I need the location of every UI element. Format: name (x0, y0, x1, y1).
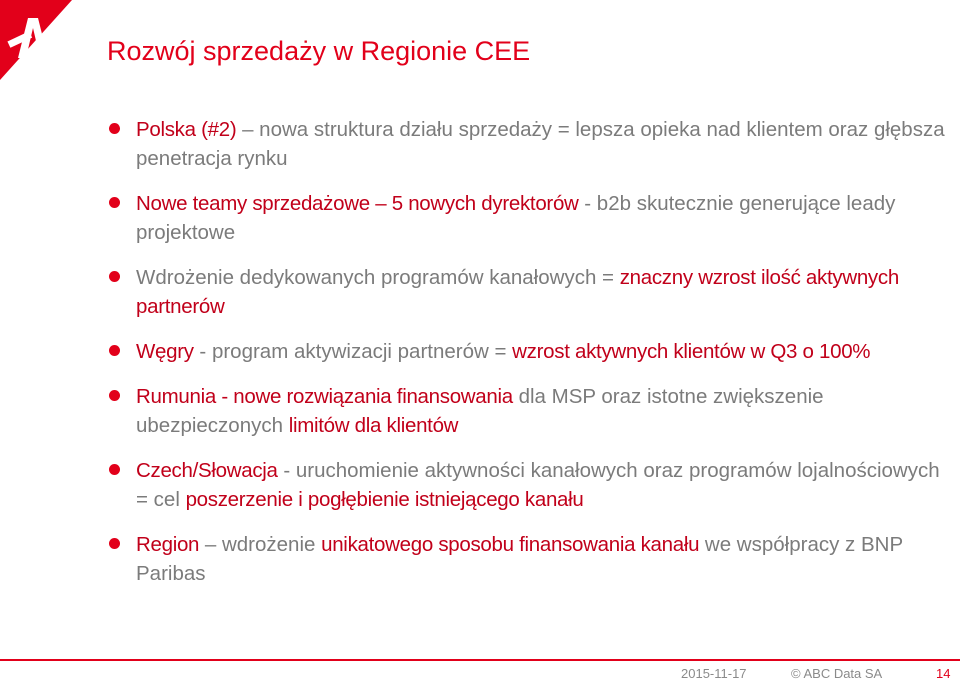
bullet-highlight: Czech/Słowacja (136, 459, 278, 482)
slide-footer (0, 659, 960, 689)
bullet-dot-icon (109, 345, 120, 356)
bullet-text: we współpracy z BNP Paribas (136, 533, 903, 585)
bullet-text: – wdrożenie (199, 533, 322, 556)
bullet-item-rumunia (108, 382, 948, 440)
bullet-highlight: wzrost aktywnych klientów w Q3 o 100% (512, 340, 871, 363)
bullet-text: - program aktywizacji partnerów = (193, 340, 513, 363)
bullet-highlight: Węgry (136, 340, 194, 363)
bullet-dot-icon (109, 390, 120, 401)
bullet-dot-icon (109, 464, 120, 475)
abc-logo-icon (0, 0, 72, 80)
bullet-dot-icon (109, 271, 120, 282)
bullet-item-teamy (108, 189, 948, 247)
bullet-dot-icon (109, 197, 120, 208)
footer-copyright: © ABC Data SA (791, 666, 883, 681)
bullet-highlight: Polska (#2) (136, 118, 237, 141)
bullet-text: - uruchomienie aktywności kanałowych oraz programów lojalnościowych = cel (136, 459, 940, 511)
bullet-item-czech (108, 456, 948, 514)
bullet-list (108, 115, 948, 604)
page-number: 14 (936, 666, 951, 681)
bullet-item-region (108, 530, 948, 588)
footer-date: 2015-11-17 (681, 666, 747, 681)
bullet-highlight: Nowe teamy sprzedażowe – 5 nowych dyrektorów (136, 192, 579, 215)
bullet-item-polska (108, 115, 948, 173)
bullet-highlight: unikatowego sposobu finansowania kanału (321, 533, 700, 556)
bullet-highlight: poszerzenie i pogłębienie istniejącego kanału (185, 488, 584, 511)
bullet-highlight: limitów dla klientów (288, 414, 459, 437)
bullet-text: Wdrożenie dedykowanych programów kanałowych = (136, 266, 620, 289)
bullet-text: – nowa struktura działu sprzedaży = lepsza opieka nad klientem oraz głębsza penetracja rynku (136, 118, 945, 170)
bullet-dot-icon (109, 123, 120, 134)
bullet-item-wegry (108, 337, 948, 366)
bullet-highlight: Rumunia - nowe rozwiązania finansowania (136, 385, 513, 408)
bullet-highlight: Region (136, 533, 200, 556)
bullet-text: dla MSP oraz istotne zwiększenie ubezpieczonych (136, 385, 824, 437)
bullet-dot-icon (109, 538, 120, 549)
slide-title: Rozwój sprzedaży w Regionie CEE (107, 36, 531, 66)
bullet-item-programy (108, 263, 948, 321)
bullet-text: - b2b skutecznie generujące leady projektowe (136, 192, 896, 244)
bullet-highlight: znaczny wzrost ilość aktywnych partnerów (136, 266, 899, 318)
